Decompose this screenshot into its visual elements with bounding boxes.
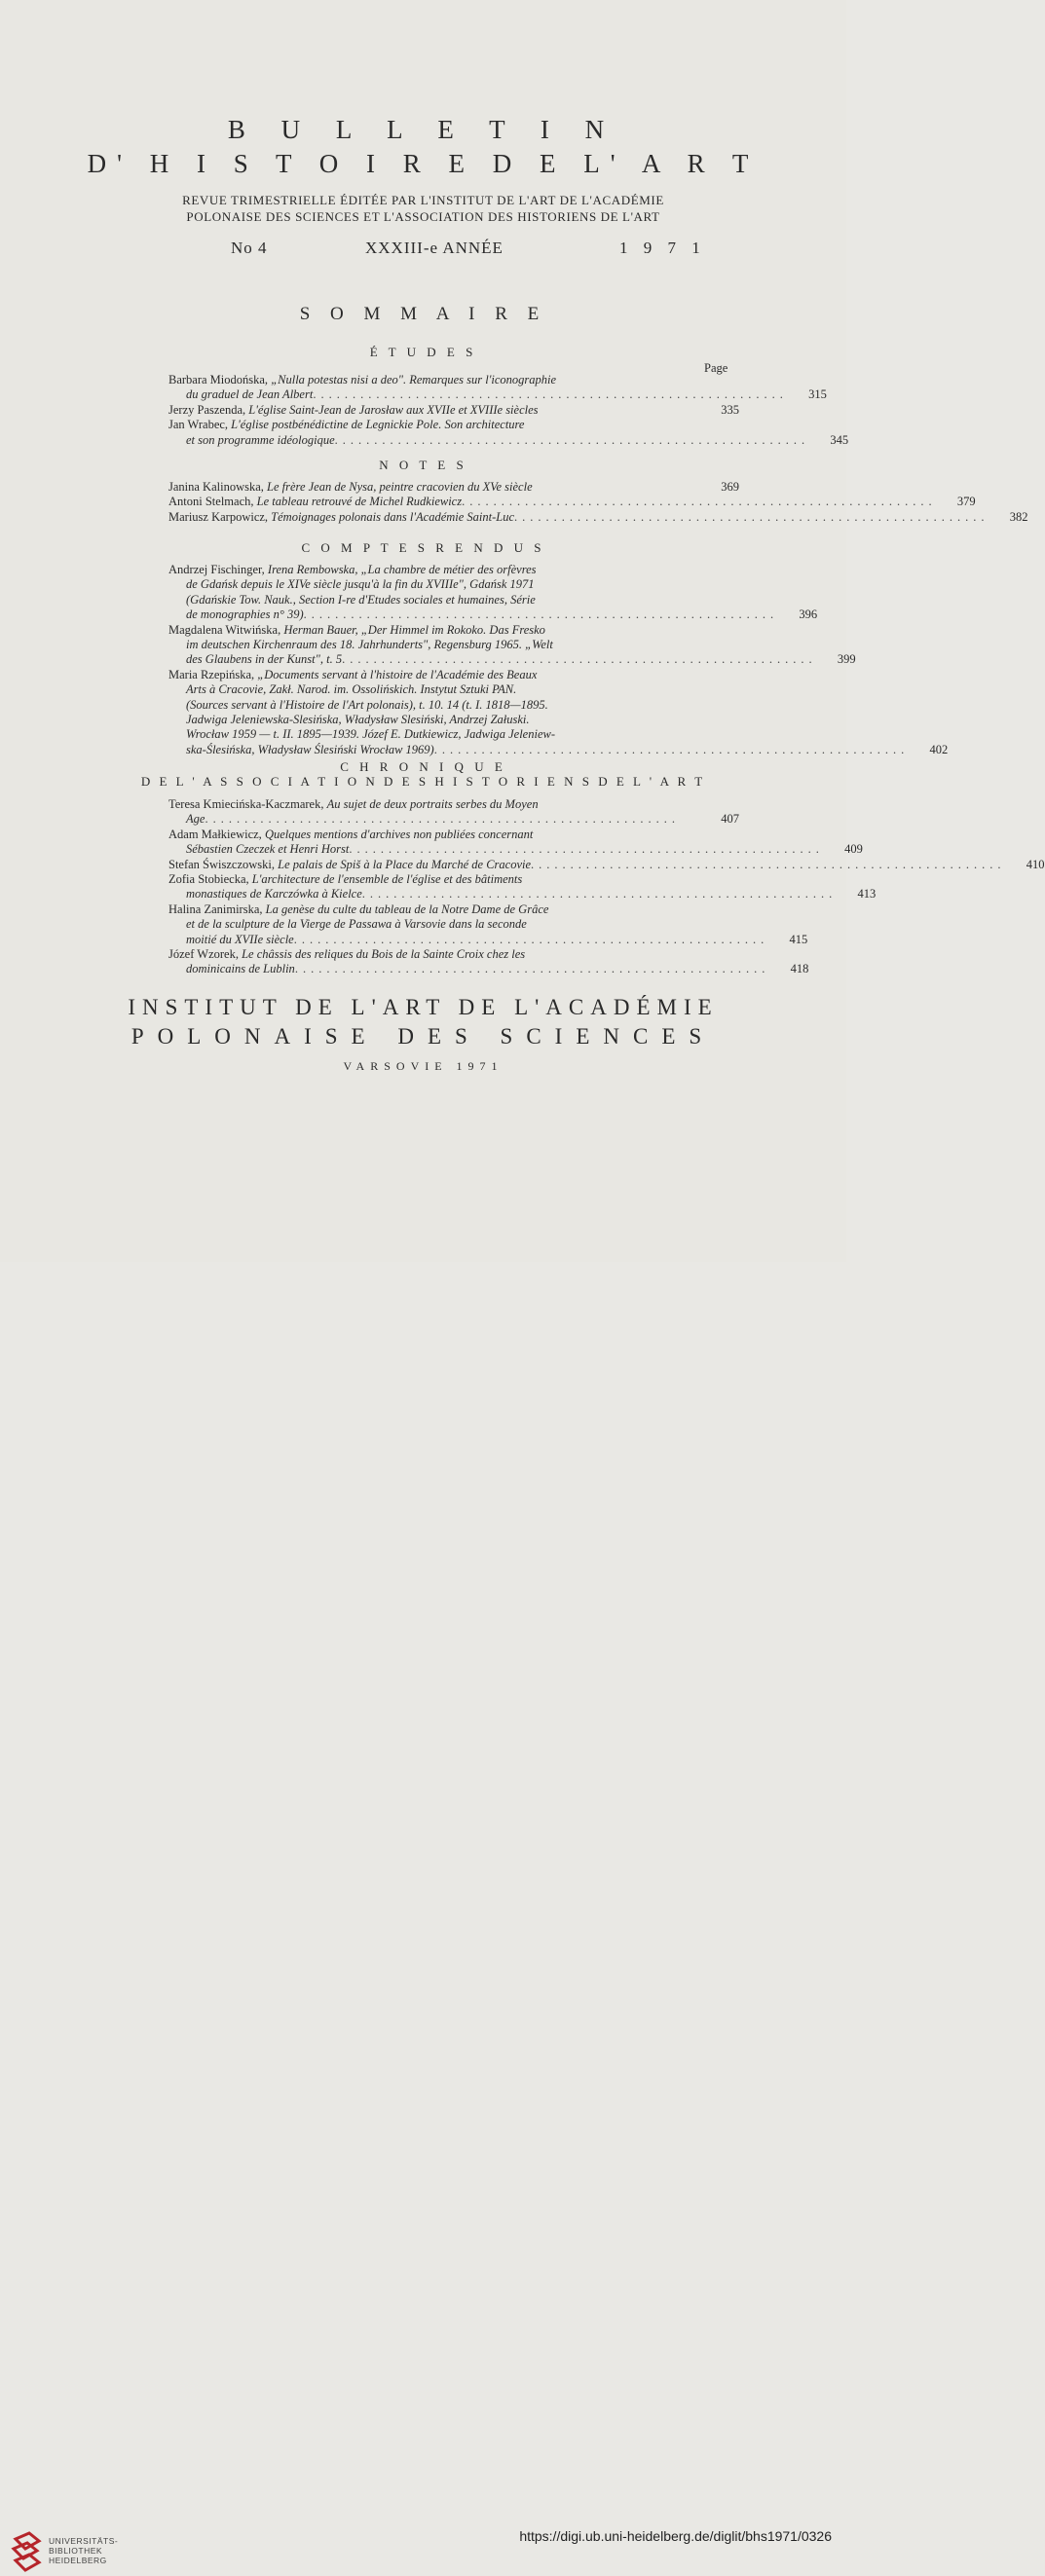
publisher-line1: INSTITUT DE L'ART DE L'ACADÉMIE [128,995,719,1019]
journal-subtitle-line2: POLONAISE DES SCIENCES ET L'ASSOCIATION DES HISTORIENS DE L'ART [186,209,660,224]
toc-author: Teresa Kmiecińska-Kaczmarek, [168,797,327,811]
toc-entry-text [168,563,537,577]
dot-leader: ............................................................ [334,432,810,447]
toc-title: Wrocław 1959 — t. II. 1895—1939. Józef E. Dutkiewicz, Jadwiga Jeleniew- [186,727,555,742]
dot-leader: ............................................................ [514,509,989,524]
toc-page-number: 345 [830,432,849,447]
toc-entry-line [168,607,818,622]
toc-entry-line [168,828,739,842]
dot-leader: ............................................................ [342,652,817,667]
toc-entry-text [168,510,514,525]
toc-page-number: 379 [956,495,976,509]
toc-page-number: 409 [844,842,863,857]
toc-entry-text [168,652,342,667]
toc-page-number: 369 [721,480,739,494]
toc-entry-line [168,857,1045,872]
toc-entry-line [168,623,739,638]
toc-title: (Gdańskie Tow. Nauk., Section I-re d'Etudes sociales et humaines, Série [186,592,536,607]
dot-leader: ............................................................ [462,495,937,509]
toc-entry-text [168,812,205,827]
toc-title: Irena Rembowska, „La chambre de métier des orfèvres [267,563,537,576]
toc-entry-text [168,713,530,727]
toc-entry-text [168,433,335,448]
toc-author: Józef Wzorek, [168,946,243,961]
toc-entry-text [168,828,533,842]
toc-author: Zofia Stobiecka, [168,871,252,886]
toc-entry-text [168,495,462,509]
toc-page-number: 382 [1009,509,1028,524]
page-column-header: Page [704,361,728,375]
dot-leader: ............................................................ [433,742,910,756]
toc-entry-line [168,812,739,827]
toc-title: Sébastien Czeczek et Henri Horst [186,842,350,857]
toc-entry-line [168,698,739,713]
toc-author: Adam Małkiewicz, [168,827,265,841]
toc-entry-line [168,495,976,509]
library-name-line1: UNIVERSITÄTS- [49,2536,119,2546]
toc-entry-text [168,668,537,682]
toc-title: Le tableau retrouvé de Michel Rudkiewicz [256,495,463,509]
toc-entry-text [168,872,522,887]
toc-entry-line [168,742,949,757]
toc-title: Jadwiga Jeleniewska-Slesińska, Władysław Slesiński, Andrzej Załuski. [186,712,530,726]
toc-title: „Nulla potestas nisi a deo". Remarques sur l'iconographie [271,373,557,386]
toc-entry-text [168,743,434,757]
toc-entry-text [168,403,539,418]
toc-title: L'église Saint-Jean de Jarosław aux XVIIe et XVIIIe siècles [248,402,539,417]
toc-entry-text [168,902,548,917]
toc-entry-text [168,797,539,812]
toc-page-number: 402 [929,742,949,756]
toc-title: „Documents servant à l'histoire de l'Académie des Beaux [257,667,538,681]
toc-entry-line [168,509,1028,525]
issue-number: No 4 [231,239,268,257]
toc-title: dominicains de Lublin [186,962,295,976]
toc-entry-line [168,480,739,495]
toc-title: des Glaubens in der Kunst", t. 5 [186,652,343,667]
section-title-etudes: É T U D E S [369,345,477,359]
dot-leader: ............................................................ [361,887,838,902]
toc-entry-line [168,947,739,962]
section-comptes-rendus [168,563,949,757]
toc-page-number: 399 [837,652,856,667]
toc-title: Arts à Cracovie, Zakł. Narod. im. Ossolińskich. Instytut Sztuki PAN. [186,682,517,697]
toc-entry-text [168,418,524,432]
dot-leader: ............................................................ [531,857,1006,871]
journal-title-line2: D' H I S T O I R E D E L' A R T [87,149,760,178]
toc-entry-line [168,418,739,432]
toc-entry-text [168,962,295,976]
dot-leader: ............................................................ [313,387,788,402]
section-subtitle-chronique: D E L ' A S S O C I A T I O N D E S H I S T O R I E N S D E L ' A R T [140,774,706,789]
toc-entry-text [168,917,527,932]
toc-title: ska-Ślesińska, Władysław Ślesiński Wrocław 1969) [186,742,434,756]
toc-entry-text [168,698,548,713]
dot-leader: ............................................................ [294,962,770,976]
toc-entry-text [168,373,556,387]
toc-entry-line [168,682,739,697]
toc-entry-text [168,593,536,607]
toc-title: de monographies n° 39) [186,607,304,622]
toc-author: Mariusz Karpowicz, [168,509,272,524]
toc-entry-line [168,387,827,402]
toc-entry-line [168,797,739,812]
toc-title: Le châssis des reliques du Bois de la Sainte Croix chez les [242,946,526,961]
publisher-place-year: VARSOVIE 1971 [343,1059,504,1073]
dot-leader: ............................................................ [303,607,779,622]
toc-entry-line [168,727,739,742]
dot-leader: ............................................................ [349,842,824,857]
section-title-notes: N O T E S [379,458,467,472]
section-title-chronique: C H R O N I Q U E [340,759,506,774]
toc-entry-line [168,668,739,682]
viewer-footer [0,1262,846,2565]
toc-entry-text [168,887,362,902]
toc-page-number: 413 [857,887,877,902]
toc-title: Témoignages polonais dans l'Académie Saint-Luc [271,509,515,524]
toc-title: (Sources servant à l'Histoire de l'Art polonais), t. 10. 14 (t. I. 1818—1895. [186,697,548,712]
toc-entry-line [168,652,856,667]
toc-entry-line [168,902,739,917]
toc-title: im deutschen Kirchenraum des 18. Jahrhunderts", Regensburg 1965. „Welt [186,637,553,651]
section-chronique [168,797,1045,977]
toc-entry-line [168,917,739,932]
toc-title: Le palais de Spiš à la Place du Marché de Cracovie [278,857,532,871]
toc-entry-text [168,842,349,857]
document-page [0,0,1045,1262]
toc-entry-line [168,887,877,902]
toc-author: Barbara Miodońska, [168,373,272,386]
toc-entry-text [168,933,294,947]
toc-page-number: 415 [789,932,808,946]
toc-entry-line [168,842,863,857]
toc-title: L'église postbénédictine de Legnickie Pole. Son architecture [231,418,525,432]
toc-entry-text [168,638,553,652]
toc-title: L'architecture de l'ensemble de l'église et des bâtiments [251,871,523,886]
toc-entry-line [168,872,739,887]
toc-author: Magdalena Witwińska, [168,622,284,637]
toc-entry-line [168,932,808,947]
toc-title: moitié du XVIIe siècle [186,932,294,946]
publisher-line2: POLONAISE DES SCIENCES [131,1024,716,1049]
toc-author: Maria Rzepińska, [168,667,258,681]
toc-page-number: 418 [790,962,809,976]
dot-leader: ............................................................ [205,812,680,827]
toc-entry-line [168,962,809,976]
toc-title: La genèse du culte du tableau de la Notre Dame de Grâce [265,902,549,916]
toc-entry-line [168,403,739,418]
journal-subtitle-line1: REVUE TRIMESTRIELLE ÉDITÉE PAR L'INSTITUT DE L'ART DE L'ACADÉMIE [182,193,664,207]
toc-author: Antoni Stelmach, [168,495,257,509]
toc-page-number: 335 [721,402,739,417]
toc-author: Jerzy Paszenda, [168,402,249,417]
library-name [49,2536,118,2565]
toc-entry-line [168,713,739,727]
library-name-line3: HEIDELBERG [49,2556,107,2565]
toc-entry-text [168,727,555,742]
toc-title: Le frère Jean de Nysa, peintre cracovien du XVe siècle [267,480,533,494]
toc-title: Quelques mentions d'archives non publiées concernant [264,827,534,841]
toc-entry-line [168,638,739,652]
issue-year: 1 9 7 1 [619,239,706,257]
toc-entry-text [168,607,304,622]
toc-author: Andrzej Fischinger, [168,563,268,576]
toc-entry-text [168,480,533,495]
toc-entry-line [168,563,739,577]
section-notes [168,480,1028,525]
dot-leader: ............................................................ [293,932,769,946]
toc-page-number: 407 [721,812,739,827]
section-etudes [168,373,849,448]
toc-title: Au sujet de deux portraits serbes du Moyen [326,797,539,811]
toc-title: Age [186,812,205,827]
section-title-comptes-rendus: C O M P T E S R E N D U S [301,540,545,555]
toc-title: de Gdańsk depuis le XIVe siècle jusqu'à la fin du XVIIIe", Gdańsk 1971 [186,577,535,592]
issue-volume: XXXIII-e ANNÉE [365,239,504,257]
toc-entry-text [168,577,535,592]
document-url-link[interactable]: https://digi.ub.uni-heidelberg.de/diglit/bhs1971/0326 [519,2528,832,2544]
toc-author: Stefan Świszczowski, [168,857,279,871]
contents-title: S O M M A I R E [299,304,547,324]
toc-entry-text [168,623,545,638]
toc-entry-line [168,432,849,448]
toc-page-number: 315 [808,387,827,402]
toc-entry-text [168,682,516,697]
toc-title: du graduel de Jean Albert [186,387,314,402]
toc-author: Jan Wrabec, [168,418,232,432]
toc-author: Janina Kalinowska, [168,480,268,494]
toc-title: monastiques de Karczówka à Kielce [186,887,362,902]
library-logo-icon [10,2529,43,2576]
toc-title: Herman Bauer, „Der Himmel im Rokoko. Das Fresko [283,622,545,637]
toc-entry-text [168,387,313,402]
toc-entry-text [168,858,531,872]
toc-entry-line [168,593,739,607]
library-name-line2: BIBLIOTHEK [49,2546,103,2556]
journal-title-line1: B U L L E T I N [227,115,619,144]
toc-title: et de la sculpture de la Vierge de Passawa à Varsovie dans la seconde [186,917,527,932]
toc-entry-line [168,373,739,387]
toc-author: Halina Zanimirska, [168,902,266,916]
toc-entry-text [168,947,525,962]
toc-title: et son programme idéologique [186,432,335,447]
toc-page-number: 410 [1026,857,1045,871]
toc-entry-line [168,577,739,592]
toc-page-number: 396 [799,607,818,622]
